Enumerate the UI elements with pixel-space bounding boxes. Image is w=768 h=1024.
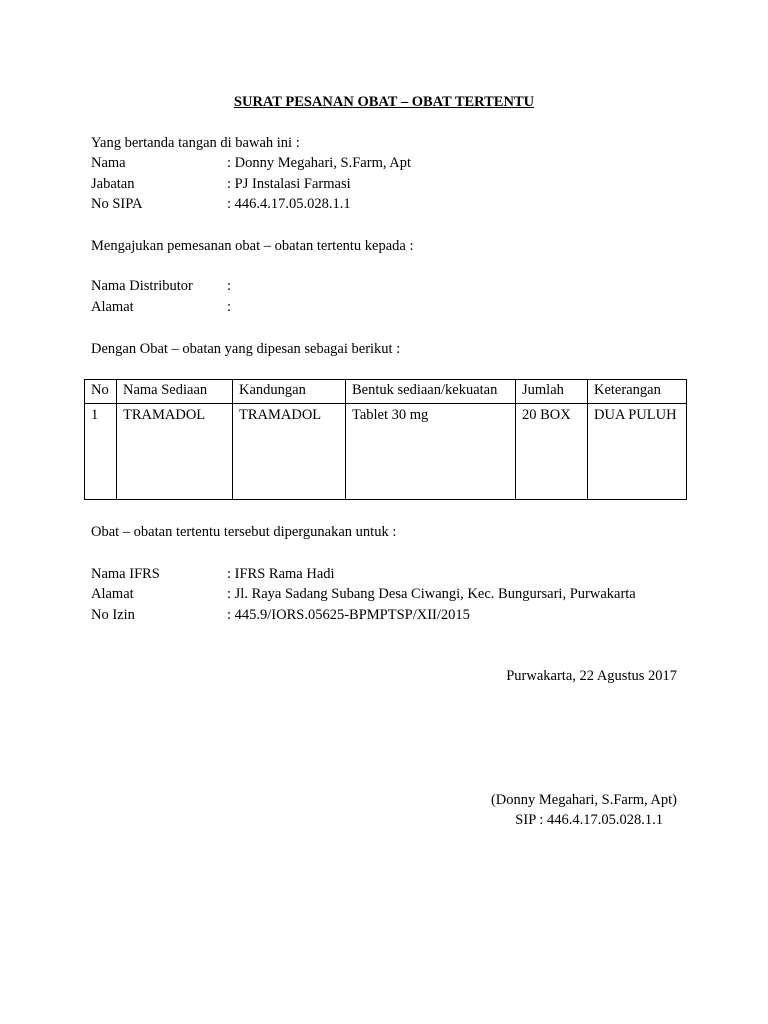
facility-license-label: No Izin: [91, 607, 135, 623]
signer-position-value: : PJ Instalasi Farmasi: [227, 176, 351, 192]
signature-sip: SIP : 446.4.17.05.028.1.1: [515, 812, 663, 828]
distributor-address-value: :: [227, 299, 232, 315]
cell-jumlah: 20 BOX: [516, 404, 588, 500]
cell-keterangan: DUA PULUH: [588, 404, 687, 500]
cell-no: 1: [85, 404, 117, 500]
intro-text: Yang bertanda tangan di bawah ini :: [91, 135, 300, 151]
column-header-kandungan: Kandungan: [233, 380, 346, 404]
column-header-no: No: [85, 380, 117, 404]
column-header-bentuk-sediaan: Bentuk sediaan/kekuatan: [346, 380, 516, 404]
request-text: Mengajukan pemesanan obat – obatan tertentu kepada :: [91, 238, 414, 254]
signer-name-label: Nama: [91, 155, 126, 171]
cell-nama-sediaan: TRAMADOL: [117, 404, 233, 500]
facility-license-value: : 445.9/IORS.05625-BPMPTSP/XII/2015: [227, 607, 470, 623]
distributor-address-label: Alamat: [91, 299, 134, 315]
signer-position-label: Jabatan: [91, 176, 135, 192]
order-table: [84, 379, 687, 500]
signer-name-value: : Donny Megahari, S.Farm, Apt: [227, 155, 412, 171]
column-header-keterangan: Keterangan: [588, 380, 687, 404]
place-date: Purwakarta, 22 Agustus 2017: [506, 668, 677, 684]
facility-name-value: : IFRS Rama Hadi: [227, 566, 335, 582]
document-title-text: SURAT PESANAN OBAT – OBAT TERTENTU: [233, 94, 535, 110]
order-text: Dengan Obat – obatan yang dipesan sebagai berikut :: [91, 341, 401, 357]
facility-address-value: : Jl. Raya Sadang Subang Desa Ciwangi, Kec. Bungursari, Purwakarta: [227, 586, 636, 602]
signer-sipa-label: No SIPA: [91, 196, 143, 212]
table-header-row: [85, 380, 687, 404]
signature-name: (Donny Megahari, S.Farm, Apt): [490, 792, 677, 808]
cell-bentuk-sediaan: Tablet 30 mg: [346, 404, 516, 500]
usage-text: Obat – obatan tertentu tersebut dipergunakan untuk :: [91, 524, 397, 540]
table-row: [85, 404, 687, 500]
facility-name-label: Nama IFRS: [91, 566, 160, 582]
cell-kandungan: TRAMADOL: [233, 404, 346, 500]
distributor-name-value: :: [227, 278, 232, 294]
signer-sipa-value: : 446.4.17.05.028.1.1: [227, 196, 351, 212]
distributor-name-label: Nama Distributor: [91, 278, 193, 294]
facility-address-label: Alamat: [91, 586, 134, 602]
column-header-nama-sediaan: Nama Sediaan: [117, 380, 233, 404]
column-header-jumlah: Jumlah: [516, 380, 588, 404]
document-title: [0, 92, 768, 112]
